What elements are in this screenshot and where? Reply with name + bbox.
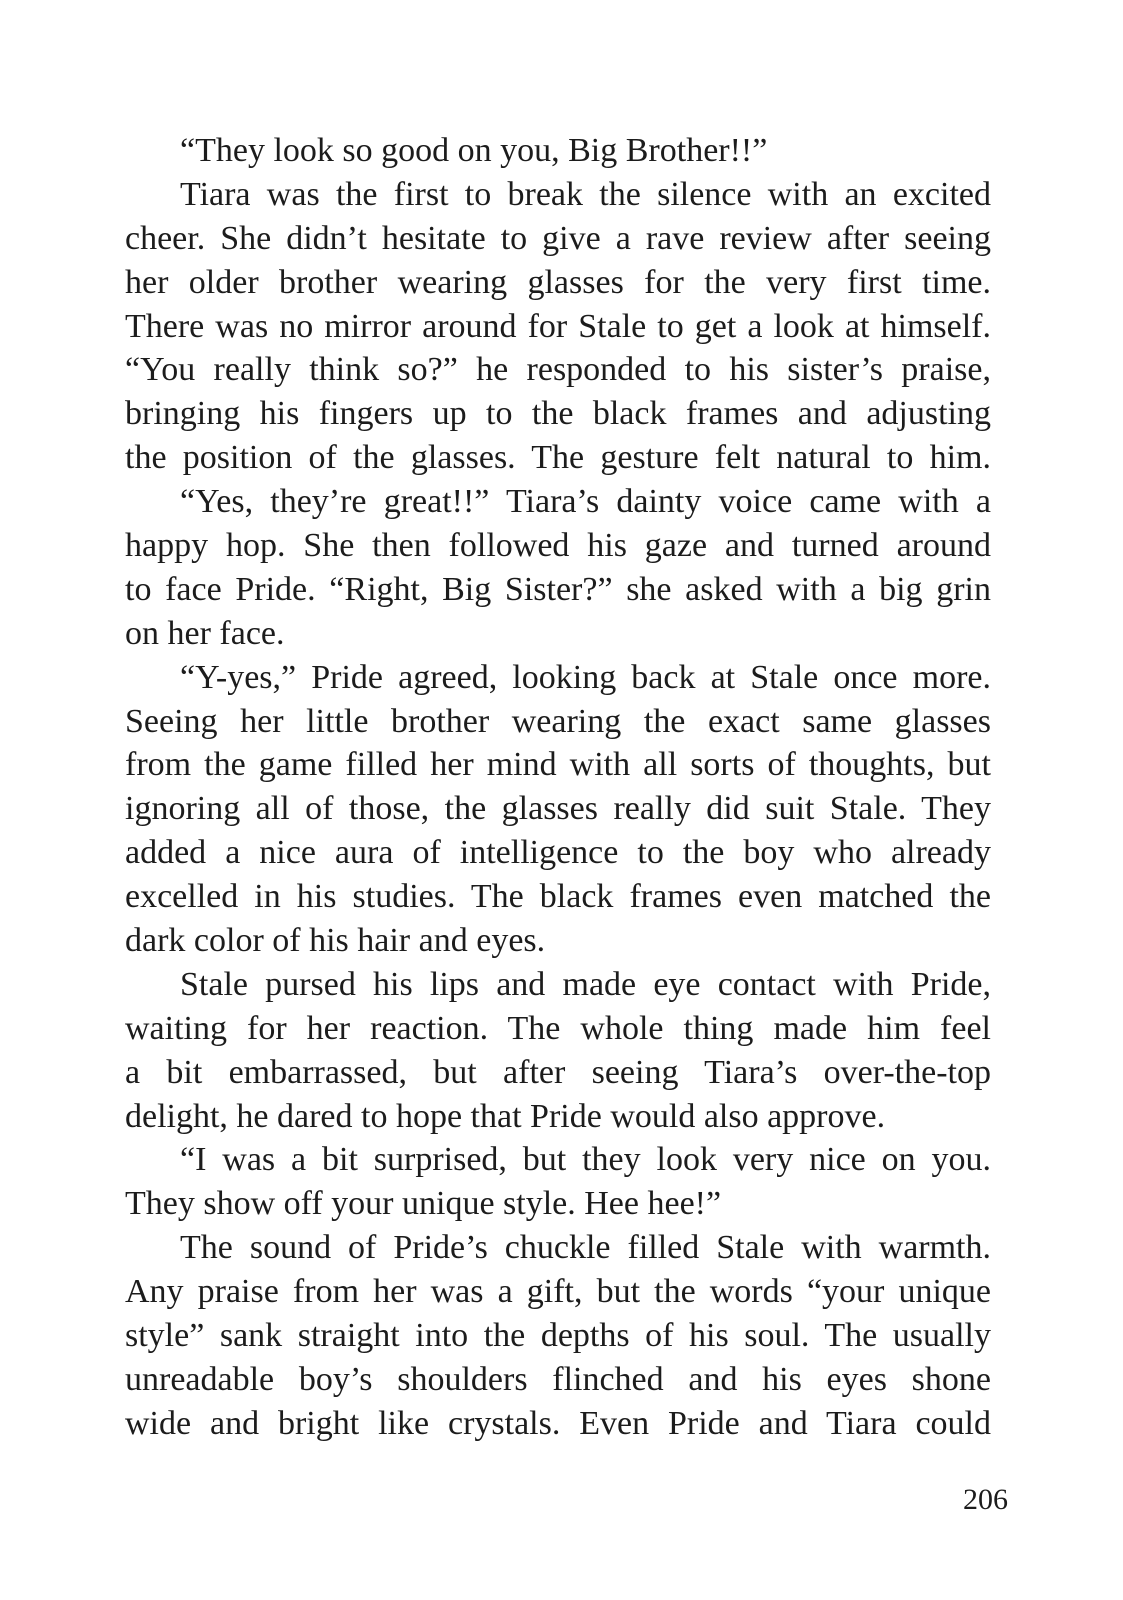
text-line: a bit embarrassed, but after seeing Tiara’s over-the-top — [125, 1053, 991, 1091]
text-line: the position of the glasses. The gesture felt natural to him. — [125, 439, 991, 477]
text-line: Tiara was the first to break the silence with an excited — [180, 175, 991, 213]
text-line: unreadable boy’s shoulders flinched and his eyes shone — [125, 1360, 991, 1398]
text-line: excelled in his studies. The black frames even matched the — [125, 878, 991, 916]
text-line: “You really think so?” he responded to his sister’s praise, — [125, 351, 991, 389]
text-line: to face Pride. “Right, Big Sister?” she asked with a big grin — [125, 570, 991, 608]
text-line: There was no mirror around for Stale to get a look at himself. — [125, 307, 991, 345]
text-line: her older brother wearing glasses for the very first time. — [125, 263, 991, 301]
text-line: added a nice aura of intelligence to the boy who already — [125, 834, 991, 872]
text-line: delight, he dared to hope that Pride would also approve. — [125, 1097, 886, 1135]
text-line: Any praise from her was a gift, but the words “your unique — [125, 1273, 991, 1311]
text-line: style” sank straight into the depths of his soul. The usually — [125, 1317, 991, 1355]
text-line: happy hop. She then followed his gaze and turned around — [125, 527, 991, 565]
text-line: “I was a bit surprised, but they look very nice on you. — [180, 1141, 991, 1179]
text-line: waiting for her reaction. The whole thing made him feel — [125, 1009, 991, 1047]
text-line: “They look so good on you, Big Brother!!” — [180, 132, 768, 169]
text-line: “Yes, they’re great!!” Tiara’s dainty voice came with a — [180, 483, 991, 521]
text-line: wide and bright like crystals. Even Pride and Tiara could — [125, 1404, 991, 1442]
book-page-text — [125, 129, 991, 1446]
text-line: “Y-yes,” Pride agreed, looking back at Stale once more. — [180, 658, 991, 696]
text-line: The sound of Pride’s chuckle filled Stale with warmth. — [180, 1229, 991, 1267]
text-line: ignoring all of those, the glasses really did suit Stale. They — [125, 790, 991, 828]
text-line: dark color of his hair and eyes. — [125, 922, 546, 960]
text-line: They show off your unique style. Hee hee!” — [125, 1185, 722, 1223]
text-line: cheer. She didn’t hesitate to give a rave review after seeing — [125, 219, 991, 257]
text-line: on her face. — [125, 614, 285, 652]
text-line: bringing his fingers up to the black frames and adjusting — [125, 395, 991, 433]
text-line: Stale pursed his lips and made eye contact with Pride, — [180, 965, 991, 1003]
page-number: 206 — [963, 1483, 1008, 1516]
text-line: from the game filled her mind with all sorts of thoughts, but — [125, 746, 991, 784]
text-line: Seeing her little brother wearing the exact same glasses — [125, 702, 991, 740]
